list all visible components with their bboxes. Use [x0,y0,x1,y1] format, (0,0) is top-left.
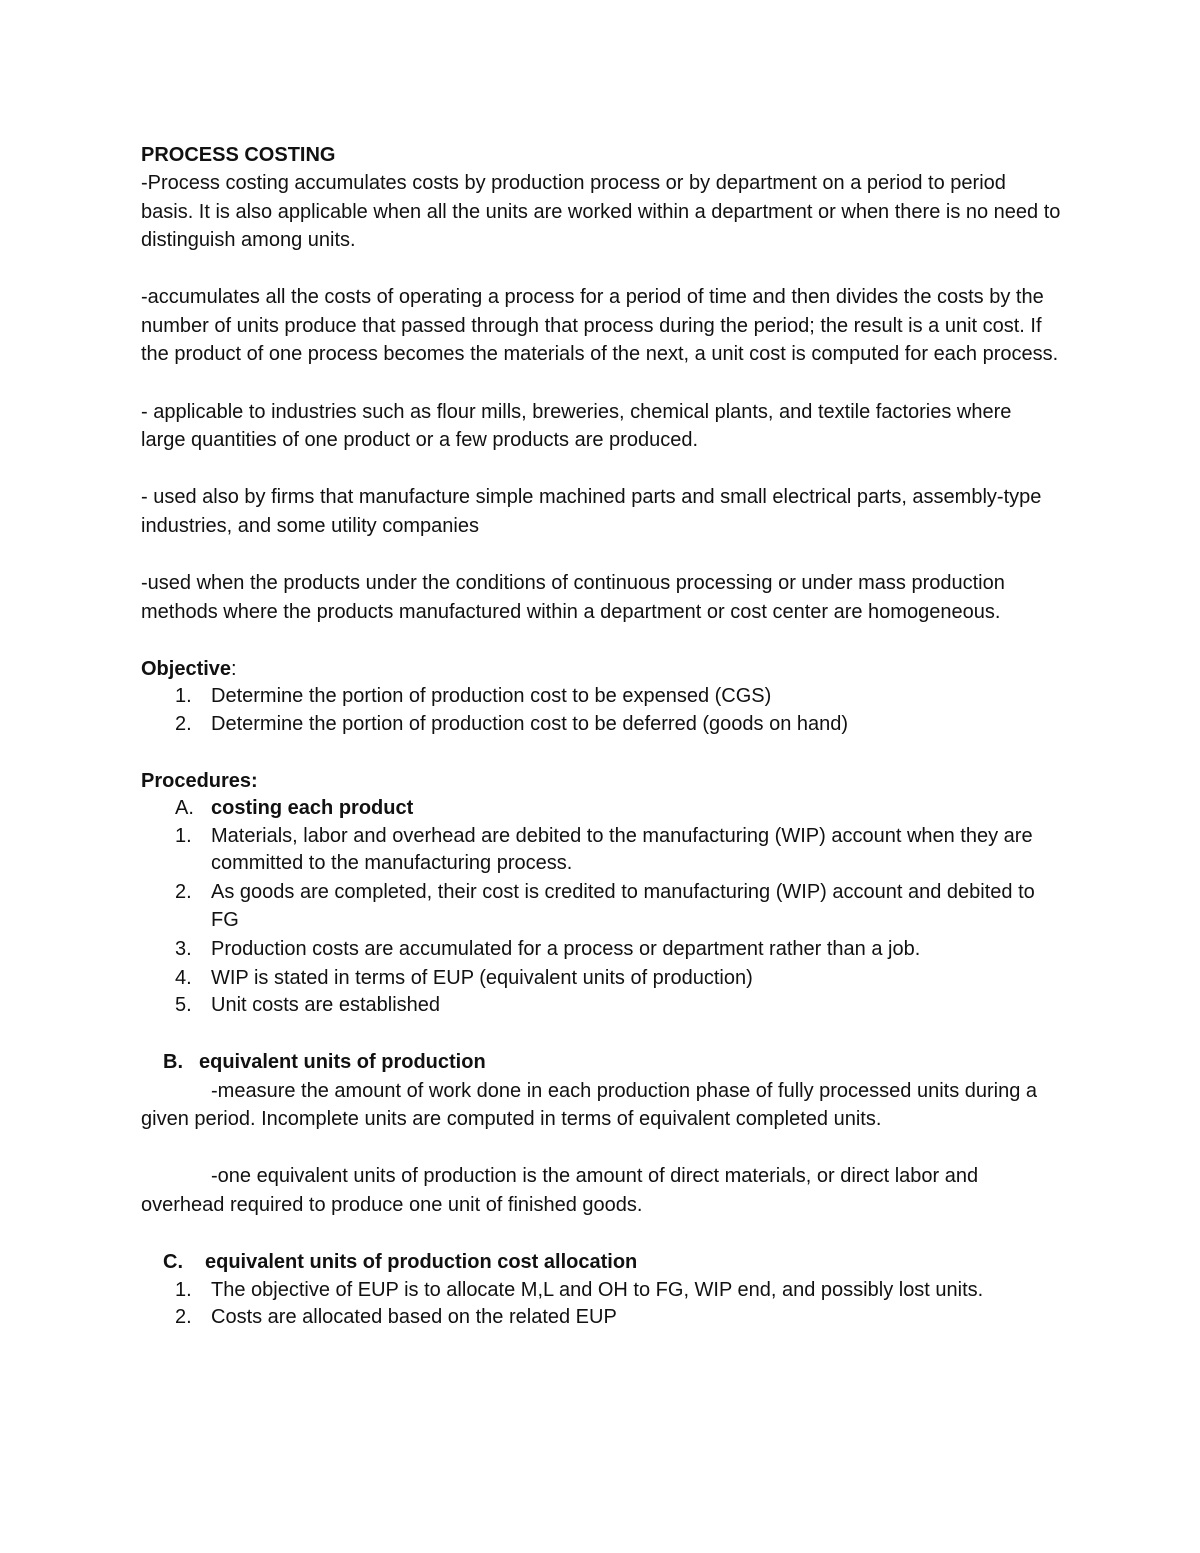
document-title: PROCESS COSTING [141,144,336,166]
spacer [141,626,1061,655]
spacer [141,1220,1061,1249]
list-item [175,964,1061,993]
list-item-text: Costs are allocated based on the related EUP [211,1306,617,1329]
spacer [141,540,1061,569]
spacer [141,1134,1061,1163]
list-item-text: As goods are completed, their cost is credited to manufacturing (WIP) account and debited to FG [211,880,1035,932]
section-marker: B. [163,1051,183,1074]
list-item [175,823,1061,878]
section-b-heading [163,1048,1061,1077]
spacer [141,455,1061,484]
section-b-title: equivalent units of production [199,1051,486,1074]
list-item [175,992,1061,1020]
list-marker: 2. [175,880,192,903]
list-item-text: Production costs are accumulated for a process or department rather than a job. [211,938,921,960]
list-marker: 2. [175,712,192,735]
list-marker: 5. [175,994,192,1017]
spacer [141,369,1061,398]
list-item-text: Unit costs are established [211,994,441,1017]
list-item-text: WIP is stated in terms of EUP (equivalent units of production) [211,966,753,989]
document-page [141,141,1061,1332]
spacer [141,255,1061,284]
paragraph-intro: -Process costing accumulates costs by production process or by department on a period to period basis. It is also applicable when all the units are worked within a department or when there is no need to distinguish among units. [141,172,1061,252]
objective-label: Objective [141,657,232,680]
spacer [141,738,1061,767]
section-b-paragraph: -measure the amount of work done in each production phase of fully processed units during a given period. Incomplete units are computed in terms of equivalent completed units. [141,1079,1038,1131]
list-item [175,1304,1061,1332]
list-item-text: Determine the portion of production cost to be expensed (CGS) [211,685,772,708]
list-item [175,683,1061,711]
list-item [175,1277,1061,1305]
section-marker: C. [163,1251,183,1274]
paragraph-accumulates: -accumulates all the costs of operating a process for a period of time and then divides the costs by the number of units produce that passed through that process during the period; the result is a unit cost. If the product of one process becomes the materials of the next, a unit cost is computed for each process. [141,286,1059,366]
list-marker: 1. [175,1278,192,1301]
objective-heading [141,655,1061,684]
section-a-heading [175,795,1061,823]
list-marker: 2. [175,1306,192,1329]
list-item [175,935,1061,964]
procedures-heading: Procedures: [141,769,258,792]
list-item [175,878,1061,935]
list-marker: 1. [175,824,192,847]
paragraph-used-also: - used also by firms that manufacture simple machined parts and small electrical parts, assembly-type industries, and some utility companies [141,486,1042,537]
list-item [175,711,1061,739]
list-marker: 1. [175,685,192,708]
objective-colon: : [231,657,237,680]
section-c-title: equivalent units of production cost allocation [205,1251,638,1274]
section-marker: A. [175,797,194,820]
paragraph-used-when: -used when the products under the conditions of continuous processing or under mass production methods where the products manufactured within a department or cost center are homogeneous. [141,571,1005,623]
list-marker: 3. [175,938,192,960]
section-b-paragraph: -one equivalent units of production is the amount of direct materials, or direct labor and overhead required to produce one unit of finished goods. [141,1165,979,1217]
section-c-heading [163,1248,1061,1277]
section-a-title: costing each product [211,797,414,820]
spacer [141,1020,1061,1049]
list-item-text: The objective of EUP is to allocate M,L and OH to FG, WIP end, and possibly lost units. [211,1278,984,1301]
paragraph-applicable: - applicable to industries such as flour mills, breweries, chemical plants, and textile factories where large quantities of one product or a few products are produced. [141,400,1012,452]
list-item-text: Determine the portion of production cost to be deferred (goods on hand) [211,712,849,735]
list-item-text: Materials, labor and overhead are debited to the manufacturing (WIP) account when they are committed to the manufacturing process. [211,824,1033,875]
list-marker: 4. [175,966,192,989]
